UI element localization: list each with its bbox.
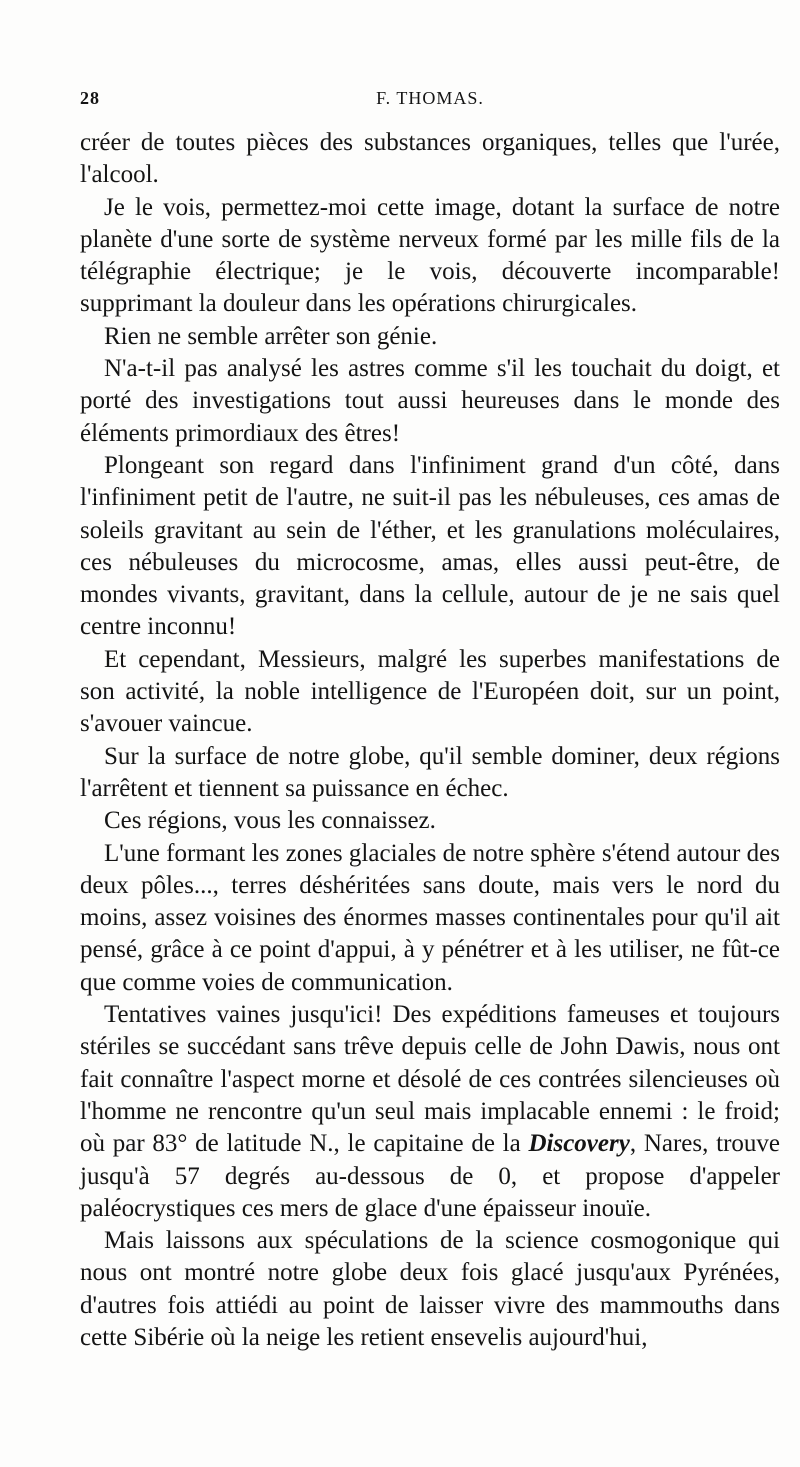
paragraph: Ces régions, vous les connaissez. [104,807,436,835]
paragraph: L'une formant les zones glaciales de notre sphère s'étend autour des deux pôles..., terres déshéritées sans doute, mais vers le nord du moins, assez voisines des énormes masses continentales pour qu'il ait pensé, grâce à ce point d'appui, à y pénétrer et à les utiliser, ne fût-ce que comme voies de communication. [80,839,780,996]
paragraph: créer de toutes pièces des substances organiques, telles que l'urée, l'alcool. [80,129,780,189]
page-number: 28 [80,88,100,108]
paragraph: Rien ne semble arrêter son génie. [104,322,438,350]
body-text [80,127,780,1354]
page-header [80,88,780,118]
paragraph: N'a-t-il pas analysé les astres comme s'il les touchait du doigt, et porté des investigations tout aussi heureuses dans le monde des éléments primordiaux des êtres! [80,355,780,447]
paragraph: Plongeant son regard dans l'infiniment grand d'un côté, dans l'infiniment petit de l'autre, ne suit-il pas les nébuleuses, ces amas de soleils gravitant au sein de l'éther, et les granulations moléculaires, ces nébuleuses du microcosme, amas, elles aussi peut-être, de mondes vivants, gravitant, dans la cellule, autour de je ne sais quel centre inconnu! [80,451,780,641]
paragraph: Mais laissons aux spéculations de la science cosmogonique qui nous ont montré notre globe deux fois glacé jusqu'aux Pyrénées, d'autres fois attiédi au point de laisser vivre des mammouths dans cette Sibérie où la neige les retient ensevelis aujourd'hui, [80,1227,780,1351]
ship-name: Discovery [528,1130,630,1158]
paragraph: Et cependant, Messieurs, malgré les superbes manifestations de son activité, la noble intelligence de l'Européen doit, sur un point, s'avouer vaincue. [80,645,780,738]
running-head: F. THOMAS. [376,88,484,108]
paragraph: Je le vois, permettez-moi cette image, dotant la surface de notre planète d'une sorte de système nerveux formé par les mille fils de la télégraphie électrique; je le vois, découverte incomparable! supprimant la douleur dans les opérations chirurgicales. [80,193,780,318]
paragraph-text: Tentatives vaines jusqu'ici! Des expéditions fameuses et toujours stériles se succédant sans trêve depuis celle de John Dawis, nous ont fait connaître l'aspect morne et désolé de ces contrées silencieuses où l'homme ne rencontre qu'un seul mais implacable ennemi : le froid; où par 83° de latitude N., le capitaine de la [80,1001,780,1158]
paragraph-text: , Nares, trouve jusqu'à 57 degrés au-dessous de 0, et propose d'appeler paléocrystiques ces mers de glace d'une épaisseur inouïe. [80,1130,781,1222]
paragraph [80,999,780,1225]
paragraph: Sur la surface de notre globe, qu'il semble dominer, deux régions l'arrêtent et tiennent sa puissance en échec. [80,742,780,802]
